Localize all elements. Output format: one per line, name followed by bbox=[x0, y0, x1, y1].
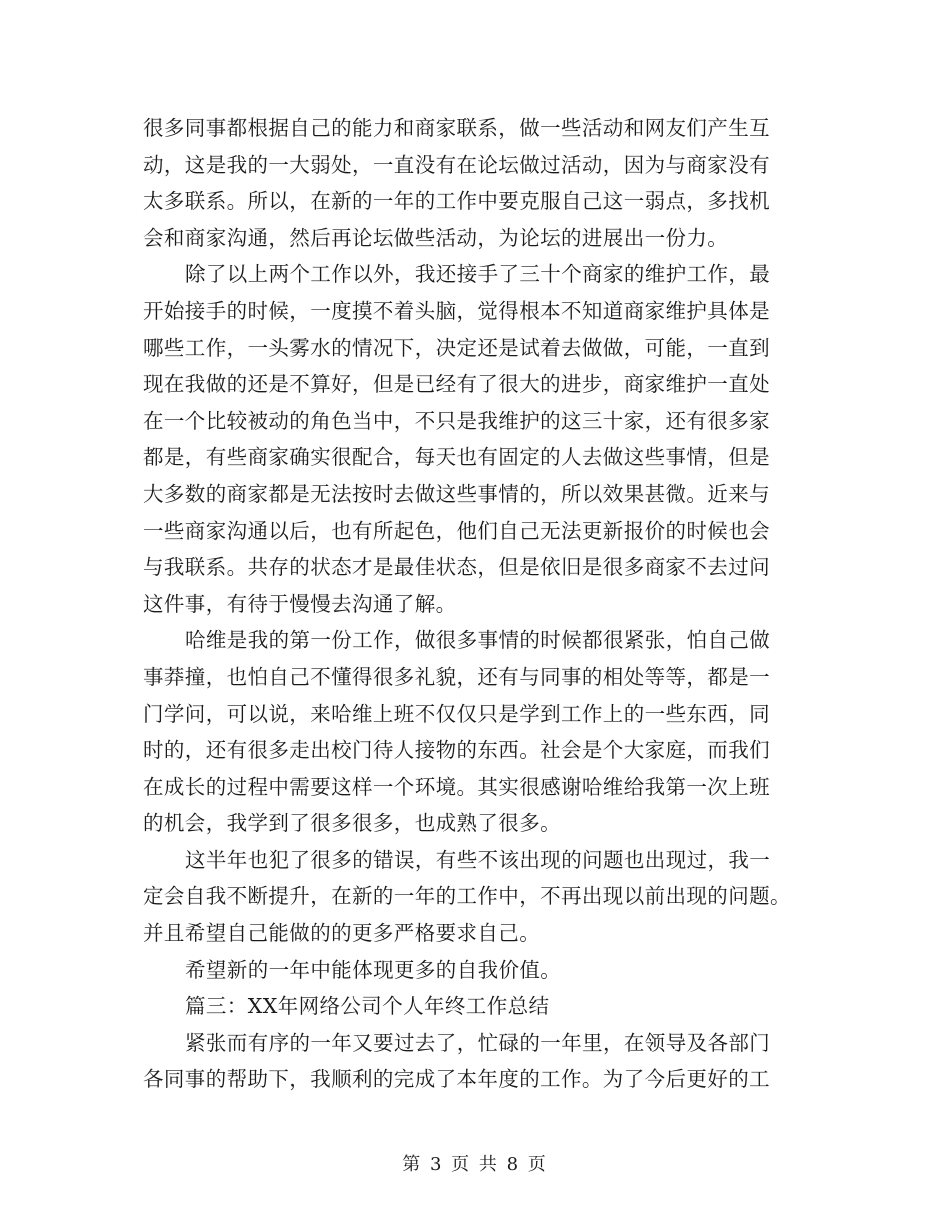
text-line: 与我联系。共存的状态才是最佳状态，但是依旧是很多商家不去过问 bbox=[143, 555, 770, 580]
text-line: 篇三：XX年网络公司个人年终工作总结 bbox=[185, 994, 550, 1019]
text-line: 事莽撞，也怕自己不懂得很多礼貌，还有与同事的相处等等，都是一 bbox=[143, 664, 770, 689]
text-line: 这半年也犯了很多的错误，有些不该出现的问题也出现过，我一 bbox=[185, 847, 771, 872]
text-line: 门学问，可以说，来哈维上班不仅仅只是学到工作上的一些东西，同 bbox=[143, 701, 770, 726]
text-line: 时的，还有很多走出校门待人接物的东西。社会是个大家庭，而我们 bbox=[143, 738, 770, 763]
text-line: 大多数的商家都是无法按时去做这些事情的，所以效果甚微。近来与 bbox=[143, 481, 770, 506]
document-body bbox=[143, 110, 803, 1098]
text-line: 在成长的过程中需要这样一个环境。其实很感谢哈维给我第一次上班 bbox=[143, 774, 770, 799]
text-line: 希望新的一年中能体现更多的自我价值。 bbox=[185, 957, 562, 982]
text-line: 现在我做的还是不算好，但是已经有了很大的进步，商家维护一直处 bbox=[143, 372, 770, 397]
text-line: 都是，有些商家确实很配合，每天也有固定的人去做这些事情，但是 bbox=[143, 445, 770, 470]
text-line: 动，这是我的一大弱处，一直没有在论坛做过活动，因为与商家没有 bbox=[143, 152, 770, 177]
text-line: 很多同事都根据自己的能力和商家联系，做一些活动和网友们产生互 bbox=[143, 116, 770, 140]
text-line: 各同事的帮助下，我顺利的完成了本年度的工作。为了今后更好的工 bbox=[143, 1067, 770, 1092]
text-line: 太多联系。所以，在新的一年的工作中要克服自己这一弱点，多找机 bbox=[143, 189, 770, 214]
text-line: 定会自我不断提升，在新的一年的工作中，不再出现以前出现的问题。 bbox=[143, 884, 791, 909]
text-line: 哈维是我的第一份工作，做很多事情的时候都很紧张，怕自己做 bbox=[185, 628, 771, 653]
text-line: 开始接手的时候，一度摸不着头脑，觉得根本不知道商家维护具体是 bbox=[143, 298, 770, 323]
page-number-footer: 第 3 页 共 8 页 bbox=[402, 1154, 548, 1175]
text-line: 的机会，我学到了很多很多，也成熟了很多。 bbox=[143, 811, 561, 836]
text-line: 并且希望自己能做的的更多严格要求自己。 bbox=[143, 921, 541, 946]
text-line: 在一个比较被动的角色当中，不只是我维护的这三十家，还有很多家 bbox=[143, 408, 770, 433]
text-line: 一些商家沟通以后，也有所起色，他们自己无法更新报价的时候也会 bbox=[143, 518, 770, 543]
text-line: 紧张而有序的一年又要过去了，忙碌的一年里，在领导及各部门 bbox=[185, 1030, 771, 1055]
text-line: 哪些工作，一头雾水的情况下，决定还是试着去做做，可能，一直到 bbox=[143, 335, 770, 360]
text-line: 会和商家沟通，然后再论坛做些活动，为论坛的进展出一份力。 bbox=[143, 225, 729, 250]
text-line: 除了以上两个工作以外，我还接手了三十个商家的维护工作，最 bbox=[185, 262, 771, 287]
text-line: 这件事，有待于慢慢去沟通了解。 bbox=[143, 591, 457, 616]
